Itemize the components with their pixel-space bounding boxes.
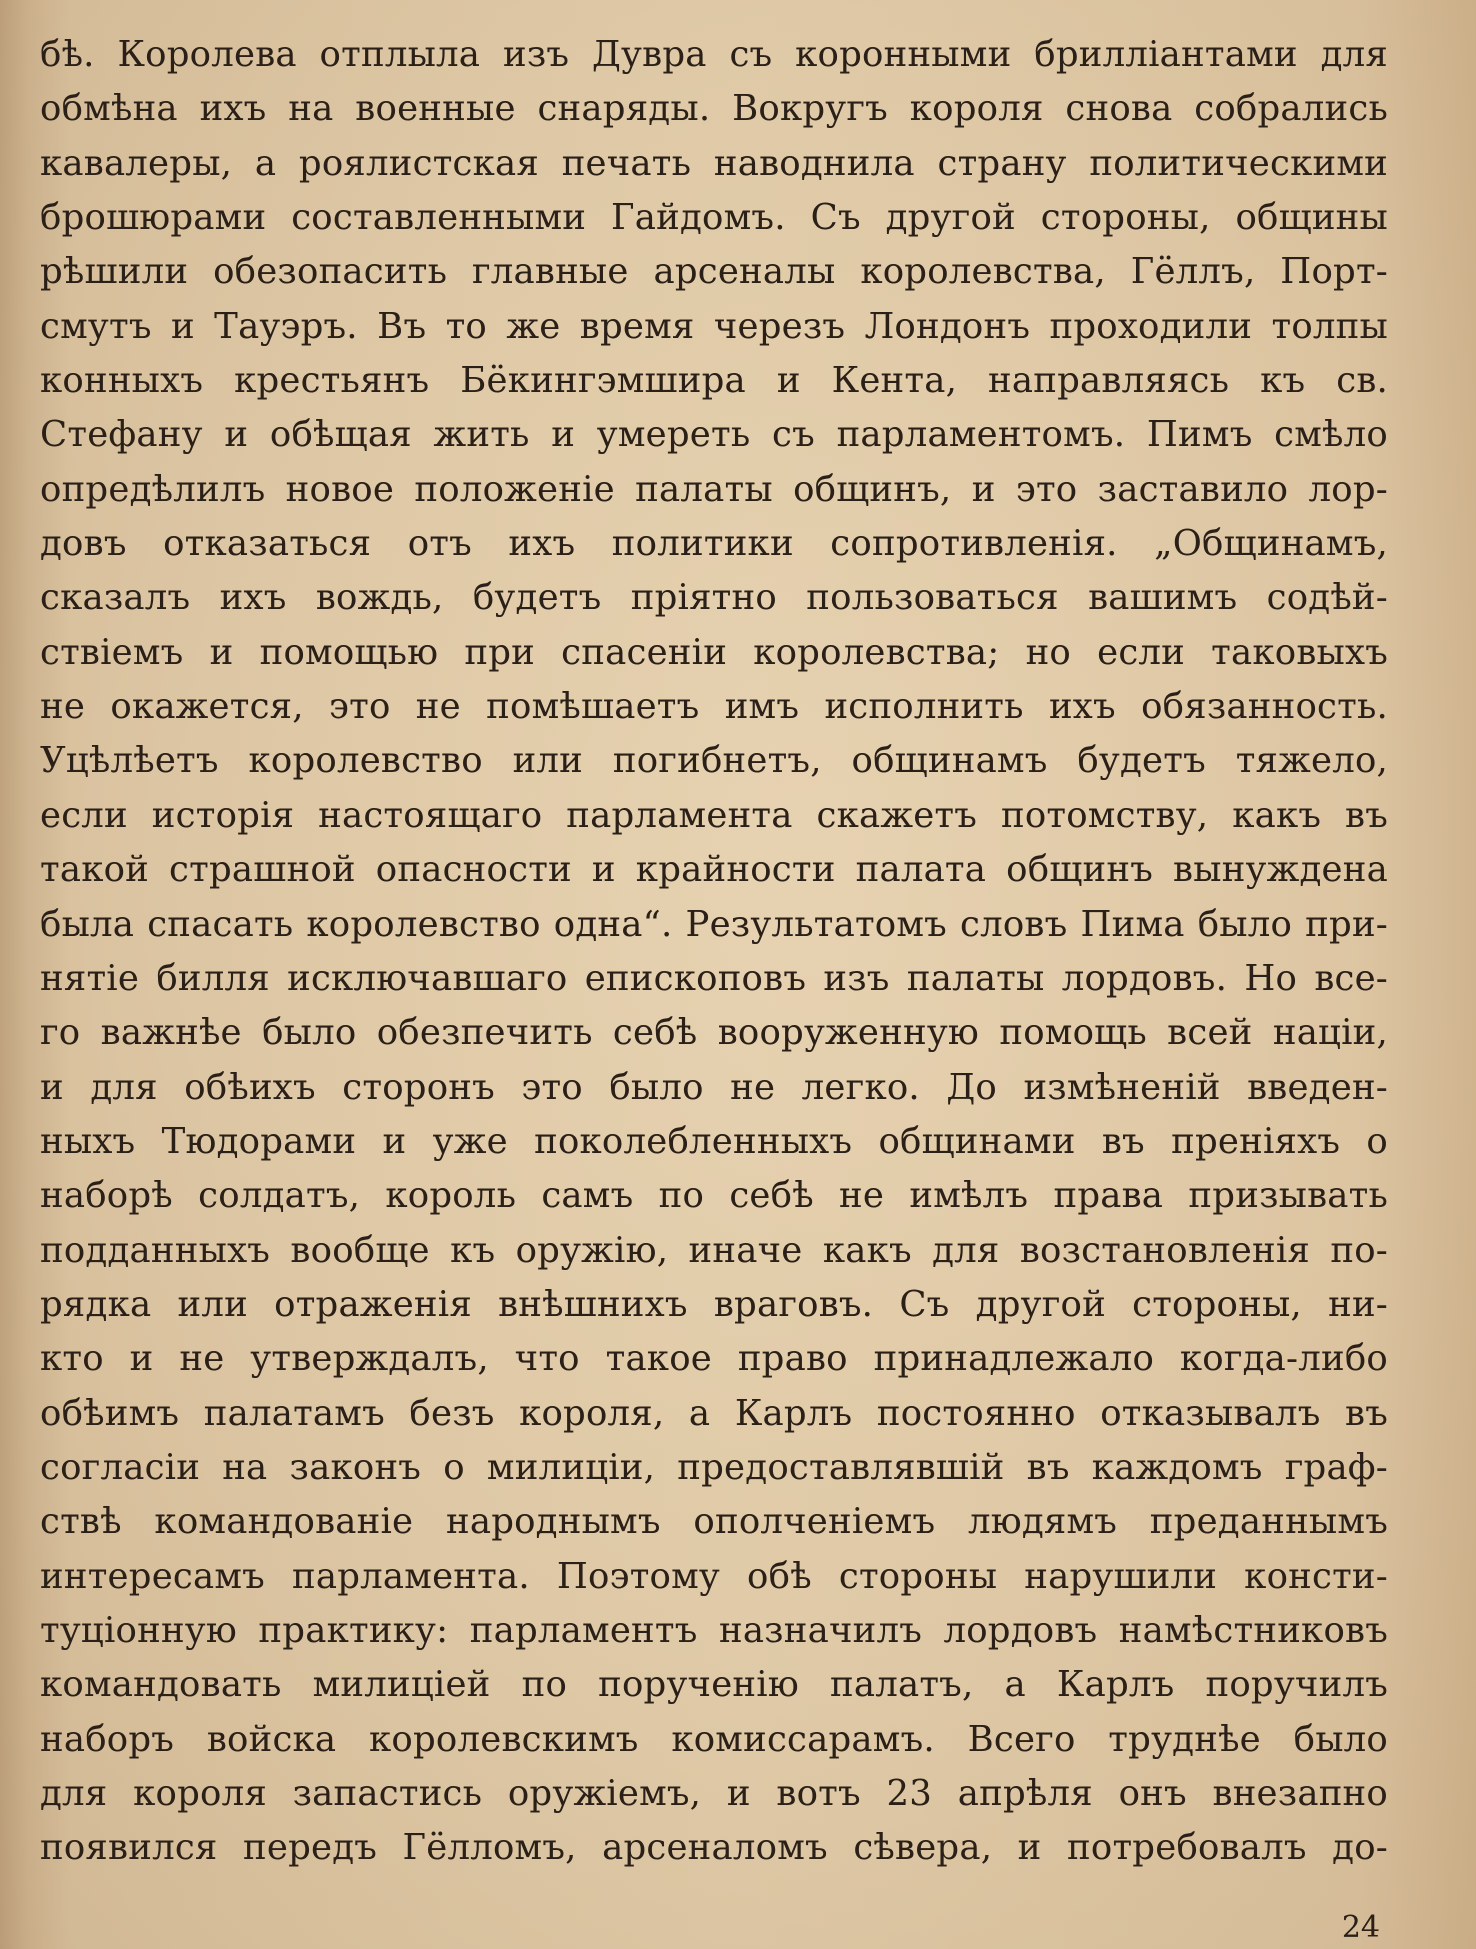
text-line: обѣимъ палатамъ безъ короля, а Карлъ постоянно отказывалъ въ: [40, 1392, 1388, 1434]
text-line: ныхъ Тюдорами и уже поколебленныхъ общинами въ преніяхъ о: [40, 1120, 1388, 1162]
text-line: появился передъ Гёлломъ, арсеналомъ сѣвера, и потребовалъ до-: [40, 1827, 1388, 1869]
text-line: го важнѣе было обезпечить себѣ вооруженную помощь всей націи,: [40, 1012, 1388, 1054]
text-line: командовать милиціей по порученію палатъ, а Карлъ поручилъ: [40, 1664, 1388, 1706]
text-line: кавалеры, а роялистская печать наводнила страну политическими: [40, 142, 1388, 184]
text-line: конныхъ крестьянъ Бёкингэмшира и Кента, направляясь къ св.: [40, 360, 1388, 402]
page-number: 24: [1341, 1910, 1380, 1945]
text-line: согласіи на законъ о милиціи, предоставлявшій въ каждомъ граф-: [40, 1446, 1388, 1488]
text-line: интересамъ парламента. Поэтому обѣ стороны нарушили консти-: [40, 1555, 1388, 1597]
text-line: опредѣлилъ новое положеніе палаты общинъ, и это заставило лор-: [40, 468, 1388, 510]
text-line: подданныхъ вообще къ оружію, иначе какъ для возстановленія по-: [40, 1229, 1388, 1271]
text-line: рядка или отраженія внѣшнихъ враговъ. Съ другой стороны, ни-: [40, 1283, 1388, 1325]
text-line: довъ отказаться отъ ихъ политики сопротивленія. „Общинамъ,: [40, 523, 1388, 565]
text-line: сказалъ ихъ вождь, будетъ пріятно пользоваться вашимъ содѣй-: [40, 577, 1388, 619]
text-line: нятіе билля исключавшаго епископовъ изъ палаты лордовъ. Но все-: [40, 957, 1388, 999]
text-line: наборѣ солдатъ, король самъ по себѣ не имѣлъ права призывать: [40, 1175, 1388, 1217]
text-line: Уцѣлѣетъ королевство или погибнетъ, общинамъ будетъ тяжело,: [40, 740, 1388, 782]
text-line: и для обѣихъ сторонъ это было не легко. До измѣненій введен-: [40, 1066, 1388, 1108]
text-line: такой страшной опасности и крайности палата общинъ вынуждена: [40, 849, 1388, 891]
text-line: если исторія настоящаго парламента скажетъ потомству, какъ въ: [40, 794, 1388, 836]
text-line: бѣ. Королева отплыла изъ Дувра съ коронными брилліантами для: [40, 34, 1388, 75]
text-line: для короля запастись оружіемъ, и вотъ 23 апрѣля онъ внезапно: [40, 1773, 1388, 1814]
text-line: не окажется, это не помѣшаетъ имъ исполнить ихъ обязанность.: [40, 686, 1388, 728]
text-line: наборъ войска королевскимъ комиссарамъ. Всего труднѣе было: [40, 1718, 1388, 1760]
body-text: [40, 28, 1388, 1876]
text-line: Стефану и обѣщая жить и умереть съ парламентомъ. Пимъ смѣло: [40, 414, 1388, 456]
text-line: брошюрами составленными Гайдомъ. Съ другой стороны, общины: [40, 197, 1388, 239]
text-line: ствѣ командованіе народнымъ ополченіемъ людямъ преданнымъ: [40, 1501, 1388, 1543]
text-line: ствіемъ и помощью при спасеніи королевства; но если таковыхъ: [40, 631, 1388, 673]
text-line: была спасать королевство одна“. Результатомъ словъ Пима было при-: [40, 903, 1388, 945]
text-line: рѣшили обезопасить главные арсеналы королевства, Гёллъ, Порт-: [40, 251, 1388, 293]
text-line: обмѣна ихъ на военные снаряды. Вокругъ короля снова собрались: [40, 88, 1388, 130]
text-line: кто и не утверждалъ, что такое право принадлежало когда-либо: [40, 1338, 1388, 1380]
text-line: туціонную практику: парламентъ назначилъ лордовъ намѣстниковъ: [40, 1609, 1388, 1651]
text-line: смутъ и Тауэръ. Въ то же время черезъ Лондонъ проходили толпы: [40, 305, 1388, 347]
